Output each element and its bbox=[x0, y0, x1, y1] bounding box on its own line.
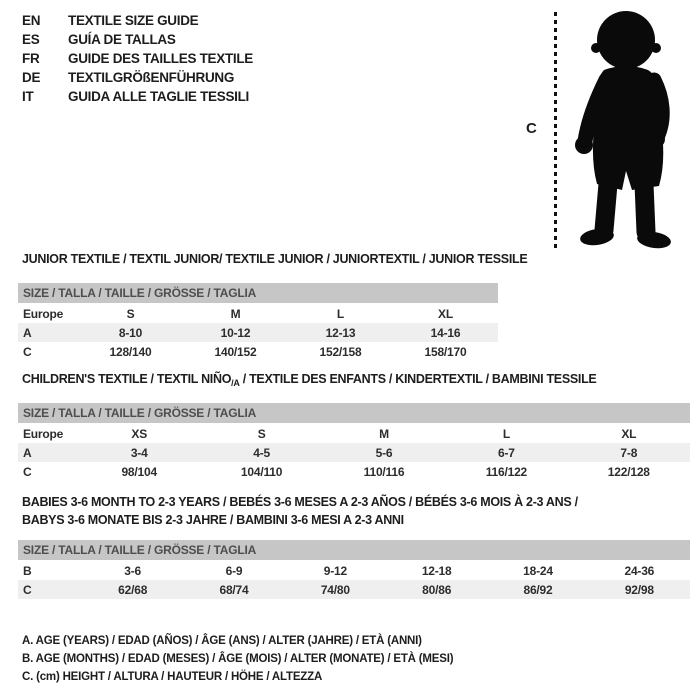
children-title-subscript: /A bbox=[231, 378, 240, 388]
table-rows bbox=[18, 561, 690, 599]
table-cell: 4-5 bbox=[253, 445, 270, 460]
table-cell: 62/68 bbox=[118, 582, 148, 597]
footnote-age-months: B. AGE (MONTHS) / EDAD (MESES) / ÂGE (MOIS) / ALTER (MONATE) / ETÀ (MESI) bbox=[22, 653, 454, 665]
table-cell: 8-10 bbox=[118, 325, 143, 340]
row-label: C bbox=[23, 582, 32, 597]
table-cell: 128/140 bbox=[109, 344, 152, 359]
toddler-silhouette-icon bbox=[564, 8, 696, 250]
row-label: C bbox=[23, 464, 32, 479]
row-label: A bbox=[23, 325, 32, 340]
table-cell: 10-12 bbox=[220, 325, 251, 340]
babies-title-line1: BABIES 3-6 MONTH TO 2-3 YEARS / BEBÉS 3-6 MESES A 2-3 AÑOS / BÉBÉS 3-6 MOIS À 2-3 ANS / bbox=[22, 495, 578, 509]
table-cell: 158/170 bbox=[424, 344, 467, 359]
table-cell: 152/158 bbox=[319, 344, 362, 359]
language-row-en bbox=[22, 11, 253, 30]
table-cell: 68/74 bbox=[219, 582, 249, 597]
table-cell: 74/80 bbox=[320, 582, 350, 597]
table-row-height bbox=[18, 580, 690, 599]
table-cell: S bbox=[126, 306, 135, 321]
table-cell: L bbox=[502, 426, 510, 441]
table-cell: 104/110 bbox=[240, 464, 283, 479]
table-row-age bbox=[18, 443, 690, 462]
table-cell: 9-12 bbox=[323, 563, 347, 578]
language-title-list bbox=[22, 11, 253, 106]
table-cell: 86/92 bbox=[523, 582, 553, 597]
language-row-de bbox=[22, 68, 253, 87]
language-code: IT bbox=[22, 89, 34, 104]
table-cell: XL bbox=[438, 306, 453, 321]
language-code: ES bbox=[22, 32, 40, 47]
language-title: TEXTILE SIZE GUIDE bbox=[68, 13, 199, 28]
height-measure-label: C bbox=[526, 120, 537, 137]
row-label: Europe bbox=[23, 426, 64, 441]
table-cell: 122/128 bbox=[607, 464, 650, 479]
table-row-europe bbox=[18, 304, 498, 323]
junior-size-table bbox=[18, 283, 498, 361]
table-rows bbox=[18, 304, 498, 361]
table-rows bbox=[18, 424, 690, 481]
table-row-age bbox=[18, 323, 498, 342]
table-cell: 18-24 bbox=[523, 563, 553, 578]
babies-section-title bbox=[22, 493, 578, 529]
language-code: FR bbox=[22, 51, 40, 66]
language-title: GUIDE DES TAILLES TEXTILE bbox=[68, 51, 254, 66]
table-row-height bbox=[18, 342, 498, 361]
table-cell: M bbox=[230, 306, 241, 321]
table-cell: L bbox=[336, 306, 345, 321]
junior-section-title: JUNIOR TEXTILE / TEXTIL JUNIOR/ TEXTILE JUNIOR / JUNIORTEXTIL / JUNIOR TESSILE bbox=[22, 252, 528, 266]
language-row-fr bbox=[22, 49, 253, 68]
height-measure-dashed-line bbox=[554, 12, 557, 248]
table-cell: 110/116 bbox=[363, 464, 405, 479]
table-cell: 12-13 bbox=[325, 325, 356, 340]
size-header-bar: SIZE / TALLA / TAILLE / GRÖSSE / TAGLIA bbox=[18, 283, 498, 303]
table-cell: 3-6 bbox=[124, 563, 142, 578]
table-cell: 24-36 bbox=[624, 563, 655, 578]
row-label: Europe bbox=[23, 306, 64, 321]
table-row-age-months bbox=[18, 561, 690, 580]
table-row-height bbox=[18, 462, 690, 481]
children-section-title bbox=[22, 372, 596, 388]
language-code: DE bbox=[22, 70, 41, 85]
footnote-age-years: A. AGE (YEARS) / EDAD (AÑOS) / ÂGE (ANS) / ALTER (JAHRE) / ETÀ (ANNI) bbox=[22, 635, 422, 647]
children-size-table bbox=[18, 403, 690, 481]
babies-size-table bbox=[18, 540, 690, 599]
table-cell: XS bbox=[131, 426, 147, 441]
footnote-legend bbox=[22, 632, 453, 686]
table-cell: 6-9 bbox=[225, 563, 243, 578]
table-cell: 98/104 bbox=[121, 464, 157, 479]
table-cell: 80/86 bbox=[422, 582, 452, 597]
row-label: A bbox=[23, 445, 32, 460]
measurement-figure bbox=[520, 8, 700, 252]
table-cell: 116/122 bbox=[485, 464, 528, 479]
language-title: TEXTILGRÖßENFÜHRUNG bbox=[68, 70, 235, 85]
language-title: GUÍA DE TALLAS bbox=[68, 32, 176, 47]
table-cell: M bbox=[379, 426, 389, 441]
size-header-bar: SIZE / TALLA / TAILLE / GRÖSSE / TAGLIA bbox=[18, 403, 690, 423]
table-cell: 5-6 bbox=[375, 445, 393, 460]
table-row-europe bbox=[18, 424, 690, 443]
language-row-it bbox=[22, 87, 253, 106]
children-title-suffix: / TEXTILE DES ENFANTS / KINDERTEXTIL / BAMBINI TESSILE bbox=[239, 372, 597, 386]
table-cell: S bbox=[257, 426, 266, 441]
language-code: EN bbox=[22, 13, 41, 28]
table-cell: 14-16 bbox=[430, 325, 461, 340]
row-label: B bbox=[23, 563, 32, 578]
language-row-es bbox=[22, 30, 253, 49]
language-title: GUIDA ALLE TAGLIE TESSILI bbox=[68, 89, 249, 104]
row-label: C bbox=[23, 344, 32, 359]
table-cell: 3-4 bbox=[130, 445, 148, 460]
babies-title-line2: BABYS 3-6 MONATE BIS 2-3 JAHRE / BAMBINI 3-6 MESI A 2-3 ANNI bbox=[22, 513, 404, 527]
size-header-bar: SIZE / TALLA / TAILLE / GRÖSSE / TAGLIA bbox=[18, 540, 690, 560]
table-cell: 140/152 bbox=[214, 344, 257, 359]
footnote-height: C. (cm) HEIGHT / ALTURA / HAUTEUR / HÖHE / ALTEZZA bbox=[22, 671, 323, 683]
table-cell: 6-7 bbox=[498, 445, 515, 460]
table-cell: 92/98 bbox=[624, 582, 654, 597]
table-cell: 7-8 bbox=[620, 445, 638, 460]
table-cell: 12-18 bbox=[421, 563, 452, 578]
children-title-prefix: CHILDREN'S TEXTILE / TEXTIL NIÑO bbox=[22, 372, 232, 386]
table-cell: XL bbox=[621, 426, 637, 441]
